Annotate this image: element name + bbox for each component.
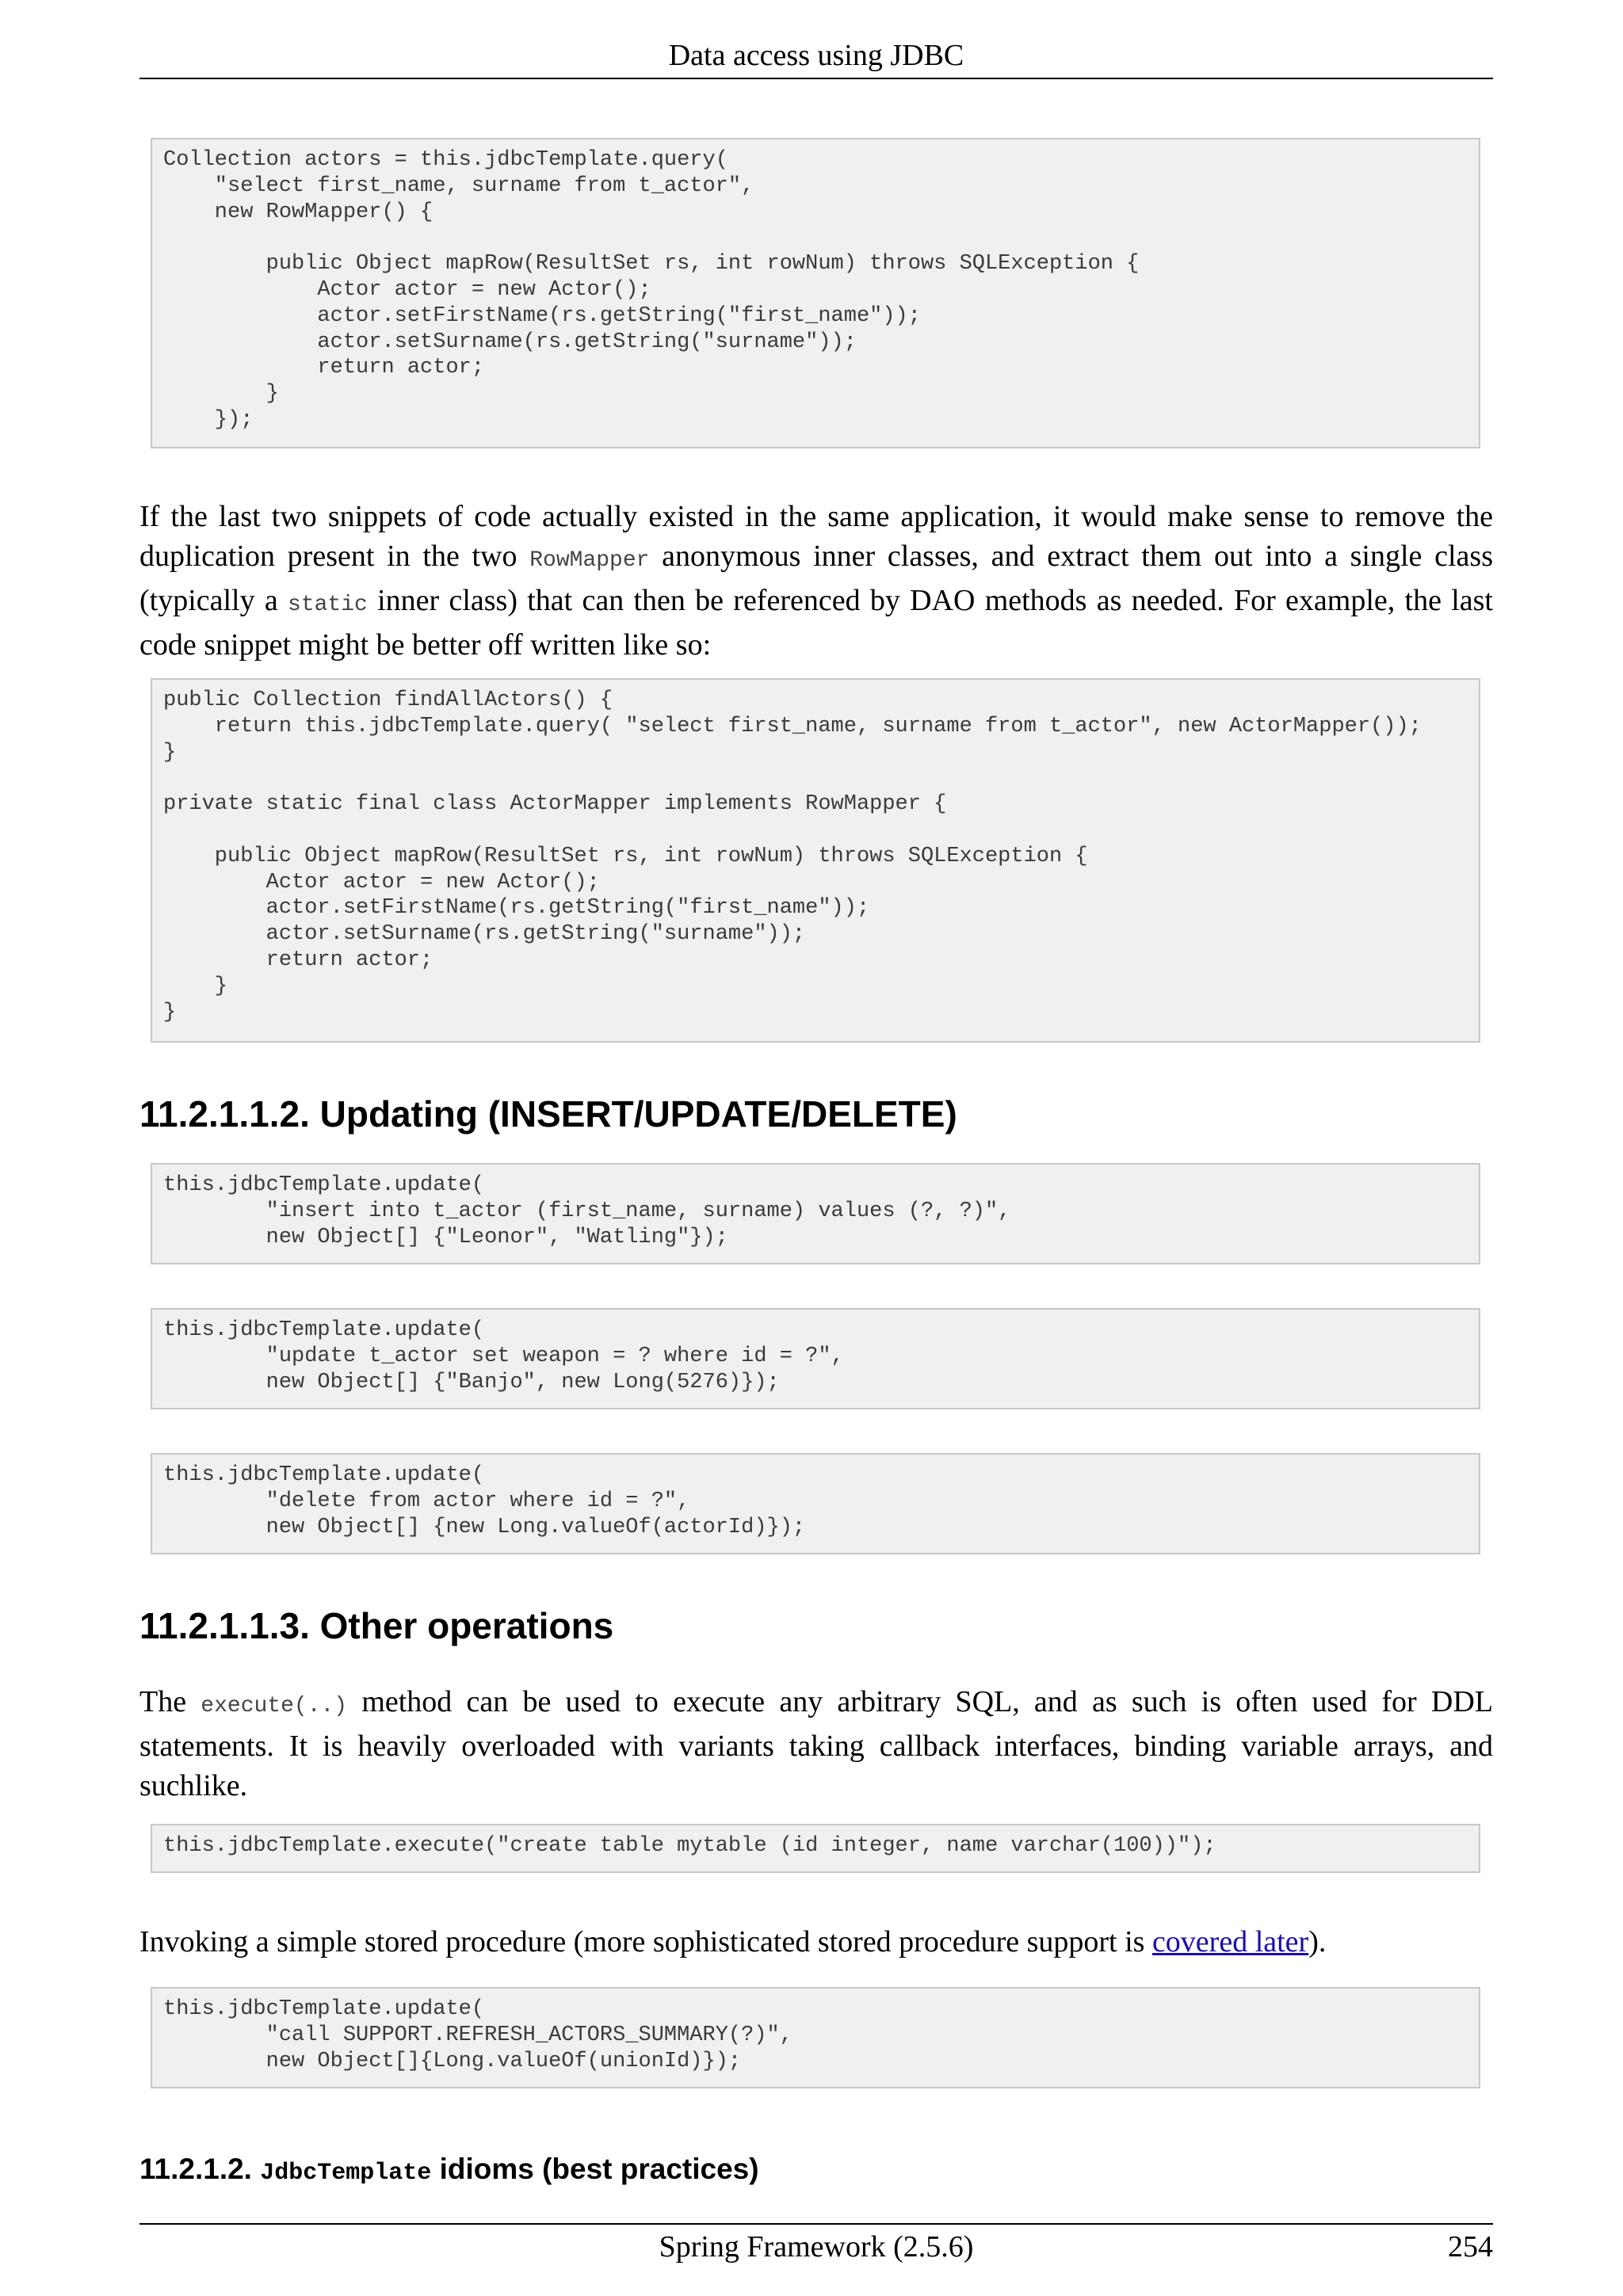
heading-code-jdbctemplate: JdbcTemplate bbox=[260, 2160, 432, 2187]
page-number: 254 bbox=[1448, 2230, 1493, 2264]
paragraph-stored-procedure: Invoking a simple stored procedure (more sophisticated stored procedure support is covered later). bbox=[139, 1925, 1327, 1958]
inline-code-static: static bbox=[288, 593, 368, 617]
covered-later-link[interactable]: covered later bbox=[1151, 1925, 1309, 1958]
heading-idioms: 11.2.1.2. JdbcTemplate idioms (best practices) bbox=[139, 2153, 759, 2187]
code-block-actors-query: Collection actors = this.jdbcTemplate.query( "select first_name, surname from t_actor", new RowMapper() { public Object mapRow(ResultSet rs, int rowNum) throws SQLException { Actor actor = new Actor(); actor.setFirstName(rs.getString("first_name")); actor.setSurname(rs.getString("surname")); return actor; } }); bbox=[151, 138, 1480, 448]
running-header: Data access using JDBC bbox=[668, 39, 964, 72]
inline-code-rowmapper: RowMapper bbox=[529, 548, 650, 573]
code-block-execute: this.jdbcTemplate.execute("create table mytable (id integer, name varchar(100))"); bbox=[151, 1824, 1480, 1873]
heading-updating: 11.2.1.1.2. Updating (INSERT/UPDATE/DELETE) bbox=[139, 1093, 957, 1135]
footer-rule bbox=[139, 2223, 1493, 2225]
heading-other-operations: 11.2.1.1.3. Other operations bbox=[139, 1605, 614, 1646]
paragraph-duplication: If the last two snippets of code actually existed in the same application, it would make sense to remove the duplication present in the two RowMapper anonymous inner classes, and extract them out into a single class (typically a static inner class) that can then be referenced by DAO methods as needed. For example, the last code snippet might be better off written like so: bbox=[139, 500, 1493, 662]
code-block-insert: this.jdbcTemplate.update( "insert into t_actor (first_name, surname) values (?, ?)", new Object[] {"Leonor", "Watling"}); bbox=[151, 1163, 1480, 1264]
paragraph-execute: The execute(..) method can be used to execute any arbitrary SQL, and as such is often used for DDL statements. It is heavily overloaded with variants taking callback interfaces, binding variable arrays, and suchlike. bbox=[139, 1685, 1494, 1802]
header-rule bbox=[139, 78, 1493, 79]
footer-title: Spring Framework (2.5.6) bbox=[659, 2230, 974, 2264]
inline-code-execute: execute(..) bbox=[200, 1694, 348, 1718]
code-block-update: this.jdbcTemplate.update( "update t_actor set weapon = ? where id = ?", new Object[] {"Banjo", new Long(5276)}); bbox=[151, 1308, 1480, 1409]
code-block-find-all-actors: public Collection findAllActors() { return this.jdbcTemplate.query( "select first_name, surname from t_actor", new ActorMapper()); } private static final class ActorMapper implements RowMapper { public Object mapRow(ResultSet rs, int rowNum) throws SQLException { Actor actor = new Actor(); actor.setFirstName(rs.getString("first_name")); actor.setSurname(rs.getString("surname")); return actor; } } bbox=[151, 678, 1480, 1043]
code-block-stored-procedure: this.jdbcTemplate.update( "call SUPPORT.REFRESH_ACTORS_SUMMARY(?)", new Object[]{Long.valueOf(unionId)}); bbox=[151, 1987, 1480, 2088]
code-block-delete: this.jdbcTemplate.update( "delete from actor where id = ?", new Object[] {new Long.valueOf(actorId)}); bbox=[151, 1453, 1480, 1554]
